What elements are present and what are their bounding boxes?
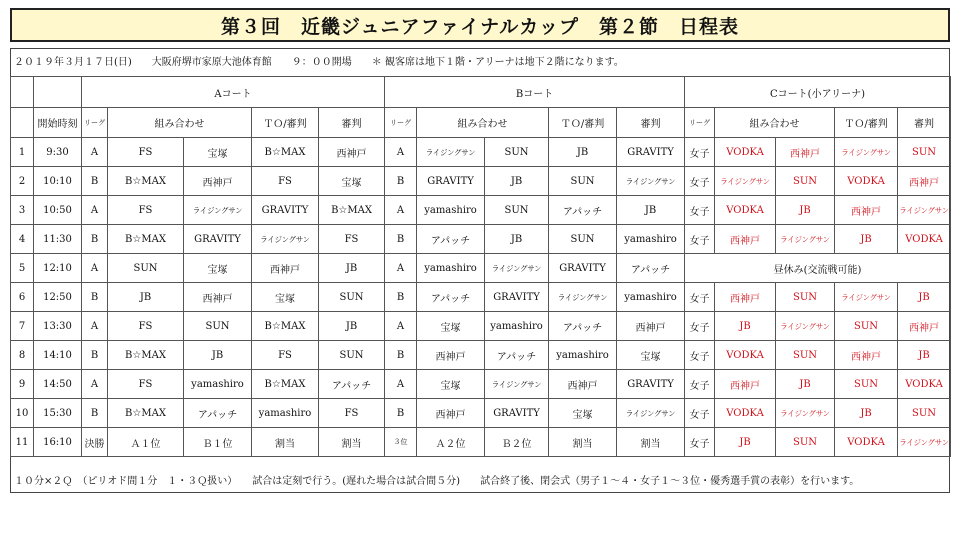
court-c-team1-cell: VODKA bbox=[715, 196, 776, 225]
court-c-referee-cell: JB bbox=[898, 283, 951, 312]
court-a-to-cell: FS bbox=[252, 341, 319, 370]
court-c-team2-cell: ライジングサン bbox=[776, 399, 835, 428]
court-b-referee-cell: GRAVITY bbox=[617, 370, 685, 399]
court-a-team2-cell: アパッチ bbox=[184, 399, 252, 428]
court-b-to-cell: SUN bbox=[549, 225, 617, 254]
court-a-team1-cell: B☆MAX bbox=[108, 399, 184, 428]
court-a-league-cell: B bbox=[82, 283, 108, 312]
schedule-table bbox=[10, 76, 951, 457]
court-b-referee-cell: JB bbox=[617, 196, 685, 225]
court-a-league-cell: A bbox=[82, 254, 108, 283]
court-c-to-cell: SUN bbox=[835, 370, 898, 399]
court-a-to-cell: 西神戸 bbox=[252, 254, 319, 283]
page-title-text: 第３回 近畿ジュニアファイナルカップ 第２節 日程表 bbox=[220, 15, 740, 38]
court-c-to-cell: JB bbox=[835, 399, 898, 428]
court-a-header: Aコート bbox=[82, 77, 385, 108]
court-c-team2-cell: SUN bbox=[776, 283, 835, 312]
court-a-league-cell: A bbox=[82, 196, 108, 225]
court-a-to-cell: 宝塚 bbox=[252, 283, 319, 312]
court-a-league-cell: A bbox=[82, 312, 108, 341]
court-b-team2-cell: GRAVITY bbox=[485, 399, 549, 428]
court-a-team1-cell: B☆MAX bbox=[108, 167, 184, 196]
court-a-to-cell: B☆MAX bbox=[252, 370, 319, 399]
row-number: 6 bbox=[11, 283, 34, 312]
court-c-to-cell: JB bbox=[835, 225, 898, 254]
court-a-referee-cell: JB bbox=[319, 254, 385, 283]
court-a-referee-cell: 宝塚 bbox=[319, 167, 385, 196]
court-a-league-cell: B bbox=[82, 399, 108, 428]
court-a-referee-cell: SUN bbox=[319, 341, 385, 370]
court-b-header: Bコート bbox=[385, 77, 685, 108]
court-a-team2-cell: 宝塚 bbox=[184, 254, 252, 283]
court-b-team2-cell: SUN bbox=[485, 196, 549, 225]
to-referee-header: ＴＯ/審判 bbox=[835, 108, 898, 138]
start-time-cell: 11:30 bbox=[34, 225, 82, 254]
matchup-header: 組み合わせ bbox=[715, 108, 835, 138]
court-b-league-cell: A bbox=[385, 254, 417, 283]
court-a-league-cell: A bbox=[82, 138, 108, 167]
row-number: 7 bbox=[11, 312, 34, 341]
court-a-to-cell: 割当 bbox=[252, 428, 319, 457]
court-b-referee-cell: GRAVITY bbox=[617, 138, 685, 167]
court-b-league-cell: B bbox=[385, 167, 417, 196]
court-a-referee-cell: 割当 bbox=[319, 428, 385, 457]
court-b-referee-cell: yamashiro bbox=[617, 225, 685, 254]
court-b-league-cell: B bbox=[385, 341, 417, 370]
court-a-league-cell: B bbox=[82, 225, 108, 254]
table-row bbox=[11, 254, 951, 283]
court-b-team1-cell: アパッチ bbox=[417, 283, 485, 312]
court-a-team1-cell: FS bbox=[108, 196, 184, 225]
court-c-referee-cell: 西神戸 bbox=[898, 167, 951, 196]
court-b-to-cell: 宝塚 bbox=[549, 399, 617, 428]
table-row bbox=[11, 341, 951, 370]
court-b-team2-cell: JB bbox=[485, 167, 549, 196]
start-time-cell: 10:50 bbox=[34, 196, 82, 225]
matchup-header: 組み合わせ bbox=[108, 108, 252, 138]
start-time-cell: 9:30 bbox=[34, 138, 82, 167]
court-c-team1-cell: JB bbox=[715, 312, 776, 341]
referee-header: 審判 bbox=[319, 108, 385, 138]
court-c-referee-cell: SUN bbox=[898, 399, 951, 428]
court-b-team2-cell: Ｂ２位 bbox=[485, 428, 549, 457]
start-time-cell: 16:10 bbox=[34, 428, 82, 457]
court-b-to-cell: アパッチ bbox=[549, 312, 617, 341]
court-c-team2-cell: SUN bbox=[776, 341, 835, 370]
court-b-referee-cell: ライジングサン bbox=[617, 399, 685, 428]
court-c-league-cell: 女子 bbox=[685, 399, 715, 428]
court-a-to-cell: GRAVITY bbox=[252, 196, 319, 225]
court-c-to-cell: ライジングサン bbox=[835, 138, 898, 167]
court-a-team1-cell: FS bbox=[108, 370, 184, 399]
court-c-league-cell: 女子 bbox=[685, 138, 715, 167]
court-a-to-cell: B☆MAX bbox=[252, 138, 319, 167]
court-c-referee-cell: VODKA bbox=[898, 225, 951, 254]
court-b-to-cell: ライジングサン bbox=[549, 283, 617, 312]
table-row bbox=[11, 196, 951, 225]
row-number: 8 bbox=[11, 341, 34, 370]
league-header: リーグ bbox=[685, 108, 715, 138]
corner-cell bbox=[11, 77, 34, 108]
court-a-league-cell: A bbox=[82, 370, 108, 399]
start-time-cell: 15:30 bbox=[34, 399, 82, 428]
court-c-to-cell: 西神戸 bbox=[835, 341, 898, 370]
court-a-league-cell: 決勝 bbox=[82, 428, 108, 457]
table-row bbox=[11, 283, 951, 312]
court-b-team2-cell: ライジングサン bbox=[485, 254, 549, 283]
row-number: 1 bbox=[11, 138, 34, 167]
row-number: 3 bbox=[11, 196, 34, 225]
court-c-team2-cell: ライジングサン bbox=[776, 312, 835, 341]
court-c-to-cell: ライジングサン bbox=[835, 283, 898, 312]
row-number: 10 bbox=[11, 399, 34, 428]
court-b-team2-cell: SUN bbox=[485, 138, 549, 167]
court-a-referee-cell: 西神戸 bbox=[319, 138, 385, 167]
to-referee-header: ＴＯ/審判 bbox=[252, 108, 319, 138]
court-b-team1-cell: yamashiro bbox=[417, 196, 485, 225]
table-row bbox=[11, 138, 951, 167]
court-a-team1-cell: B☆MAX bbox=[108, 341, 184, 370]
court-c-referee-cell: ライジングサン bbox=[898, 428, 951, 457]
court-a-team2-cell: SUN bbox=[184, 312, 252, 341]
court-c-team1-cell: 西神戸 bbox=[715, 225, 776, 254]
court-b-team2-cell: yamashiro bbox=[485, 312, 549, 341]
court-b-referee-cell: 西神戸 bbox=[617, 312, 685, 341]
start-time-cell: 14:50 bbox=[34, 370, 82, 399]
referee-header: 審判 bbox=[898, 108, 951, 138]
court-c-league-cell: 女子 bbox=[685, 283, 715, 312]
court-a-team1-cell: SUN bbox=[108, 254, 184, 283]
court-b-league-cell: B bbox=[385, 399, 417, 428]
court-c-team1-cell: VODKA bbox=[715, 399, 776, 428]
court-a-team2-cell: 西神戸 bbox=[184, 167, 252, 196]
court-b-to-cell: 西神戸 bbox=[549, 370, 617, 399]
court-a-team1-cell: FS bbox=[108, 312, 184, 341]
court-c-referee-cell: JB bbox=[898, 341, 951, 370]
court-b-team1-cell: Ａ２位 bbox=[417, 428, 485, 457]
table-row bbox=[11, 167, 951, 196]
court-c-team2-cell: SUN bbox=[776, 167, 835, 196]
court-c-to-cell: VODKA bbox=[835, 167, 898, 196]
court-c-to-cell: SUN bbox=[835, 312, 898, 341]
court-b-referee-cell: yamashiro bbox=[617, 283, 685, 312]
court-a-team2-cell: 宝塚 bbox=[184, 138, 252, 167]
start-time-header: 開始時刻 bbox=[34, 108, 82, 138]
lunch-break-cell: 昼休み(交流戦可能) bbox=[685, 254, 951, 283]
court-b-team1-cell: ライジングサン bbox=[417, 138, 485, 167]
court-c-league-cell: 女子 bbox=[685, 196, 715, 225]
row-number: 9 bbox=[11, 370, 34, 399]
court-a-team1-cell: B☆MAX bbox=[108, 225, 184, 254]
court-c-team1-cell: 西神戸 bbox=[715, 370, 776, 399]
start-time-cell: 10:10 bbox=[34, 167, 82, 196]
table-row bbox=[11, 225, 951, 254]
court-c-team2-cell: JB bbox=[776, 370, 835, 399]
start-time-cell: 12:50 bbox=[34, 283, 82, 312]
court-b-league-cell: A bbox=[385, 370, 417, 399]
row-number: 11 bbox=[11, 428, 34, 457]
court-header-row bbox=[11, 77, 951, 108]
court-c-header: Cコート(小アリーナ) bbox=[685, 77, 951, 108]
court-a-team2-cell: JB bbox=[184, 341, 252, 370]
court-b-team1-cell: 宝塚 bbox=[417, 312, 485, 341]
court-b-team1-cell: 西神戸 bbox=[417, 399, 485, 428]
court-a-team2-cell: GRAVITY bbox=[184, 225, 252, 254]
start-time-cell: 12:10 bbox=[34, 254, 82, 283]
court-c-team1-cell: VODKA bbox=[715, 138, 776, 167]
court-c-team2-cell: 西神戸 bbox=[776, 138, 835, 167]
court-a-referee-cell: FS bbox=[319, 225, 385, 254]
court-b-team2-cell: GRAVITY bbox=[485, 283, 549, 312]
court-a-team1-cell: JB bbox=[108, 283, 184, 312]
start-time-cell: 14:10 bbox=[34, 341, 82, 370]
court-a-team1-cell: Ａ１位 bbox=[108, 428, 184, 457]
court-b-team1-cell: GRAVITY bbox=[417, 167, 485, 196]
court-a-referee-cell: SUN bbox=[319, 283, 385, 312]
court-b-team2-cell: アパッチ bbox=[485, 341, 549, 370]
table-row bbox=[11, 370, 951, 399]
court-b-league-cell: A bbox=[385, 138, 417, 167]
court-b-to-cell: 割当 bbox=[549, 428, 617, 457]
court-c-team2-cell: SUN bbox=[776, 428, 835, 457]
court-a-to-cell: ライジングサン bbox=[252, 225, 319, 254]
court-b-to-cell: GRAVITY bbox=[549, 254, 617, 283]
court-b-referee-cell: 割当 bbox=[617, 428, 685, 457]
table-row bbox=[11, 312, 951, 341]
court-c-league-cell: 女子 bbox=[685, 428, 715, 457]
corner-cell bbox=[34, 77, 82, 108]
court-c-league-cell: 女子 bbox=[685, 341, 715, 370]
court-c-league-cell: 女子 bbox=[685, 225, 715, 254]
court-a-team2-cell: yamashiro bbox=[184, 370, 252, 399]
court-b-league-cell: B bbox=[385, 225, 417, 254]
league-header: リーグ bbox=[385, 108, 417, 138]
court-a-referee-cell: FS bbox=[319, 399, 385, 428]
event-info: ２０１９年３月１７日(日) 大阪府堺市家原大池体育館 ９：００開場 ＊ 観客席は地下１階・アリーナは地下２階になります。 bbox=[14, 57, 624, 68]
court-a-team2-cell: Ｂ１位 bbox=[184, 428, 252, 457]
no-header bbox=[11, 108, 34, 138]
court-a-team1-cell: FS bbox=[108, 138, 184, 167]
court-b-team1-cell: アパッチ bbox=[417, 225, 485, 254]
court-a-to-cell: FS bbox=[252, 167, 319, 196]
court-a-league-cell: B bbox=[82, 167, 108, 196]
court-b-league-cell: B bbox=[385, 283, 417, 312]
court-b-team2-cell: ライジングサン bbox=[485, 370, 549, 399]
court-a-referee-cell: B☆MAX bbox=[319, 196, 385, 225]
row-number: 4 bbox=[11, 225, 34, 254]
court-b-to-cell: yamashiro bbox=[549, 341, 617, 370]
league-header: リーグ bbox=[82, 108, 108, 138]
court-b-to-cell: アパッチ bbox=[549, 196, 617, 225]
court-a-league-cell: B bbox=[82, 341, 108, 370]
table-row bbox=[11, 399, 951, 428]
court-c-team1-cell: VODKA bbox=[715, 341, 776, 370]
court-b-team2-cell: JB bbox=[485, 225, 549, 254]
court-a-referee-cell: JB bbox=[319, 312, 385, 341]
court-b-referee-cell: アパッチ bbox=[617, 254, 685, 283]
court-c-to-cell: 西神戸 bbox=[835, 196, 898, 225]
row-number: 2 bbox=[11, 167, 34, 196]
row-number: 5 bbox=[11, 254, 34, 283]
page-title bbox=[10, 8, 950, 42]
court-b-league-cell: ３位 bbox=[385, 428, 417, 457]
matchup-header: 組み合わせ bbox=[417, 108, 549, 138]
footer-note: １０分×２Ｑ （ピリオド間１分 １・３Ｑ扱い） 試合は定刻で行う。(遅れた場合は試合間５分) 試合終了後、閉会式（男子１～４・女子１～３位・優秀選手賞の表彰）を行います。 bbox=[14, 476, 860, 487]
court-c-referee-cell: VODKA bbox=[898, 370, 951, 399]
court-c-league-cell: 女子 bbox=[685, 370, 715, 399]
court-c-referee-cell: ライジングサン bbox=[898, 196, 951, 225]
court-c-team1-cell: JB bbox=[715, 428, 776, 457]
court-c-referee-cell: 西神戸 bbox=[898, 312, 951, 341]
court-b-team1-cell: 西神戸 bbox=[417, 341, 485, 370]
court-c-team2-cell: ライジングサン bbox=[776, 225, 835, 254]
court-b-league-cell: A bbox=[385, 312, 417, 341]
court-c-to-cell: VODKA bbox=[835, 428, 898, 457]
court-b-referee-cell: 宝塚 bbox=[617, 341, 685, 370]
court-a-to-cell: yamashiro bbox=[252, 399, 319, 428]
court-a-team2-cell: 西神戸 bbox=[184, 283, 252, 312]
table-row bbox=[11, 428, 951, 457]
court-c-team2-cell: JB bbox=[776, 196, 835, 225]
court-b-team1-cell: yamashiro bbox=[417, 254, 485, 283]
start-time-cell: 13:30 bbox=[34, 312, 82, 341]
court-a-to-cell: B☆MAX bbox=[252, 312, 319, 341]
court-c-league-cell: 女子 bbox=[685, 167, 715, 196]
court-b-league-cell: A bbox=[385, 196, 417, 225]
court-b-to-cell: JB bbox=[549, 138, 617, 167]
court-b-to-cell: SUN bbox=[549, 167, 617, 196]
court-b-referee-cell: ライジングサン bbox=[617, 167, 685, 196]
court-c-team1-cell: 西神戸 bbox=[715, 283, 776, 312]
to-referee-header: ＴＯ/審判 bbox=[549, 108, 617, 138]
column-header-row bbox=[11, 108, 951, 138]
court-c-league-cell: 女子 bbox=[685, 312, 715, 341]
court-c-team1-cell: ライジングサン bbox=[715, 167, 776, 196]
court-a-team2-cell: ライジングサン bbox=[184, 196, 252, 225]
court-c-referee-cell: SUN bbox=[898, 138, 951, 167]
court-b-team1-cell: 宝塚 bbox=[417, 370, 485, 399]
referee-header: 審判 bbox=[617, 108, 685, 138]
court-a-referee-cell: アパッチ bbox=[319, 370, 385, 399]
